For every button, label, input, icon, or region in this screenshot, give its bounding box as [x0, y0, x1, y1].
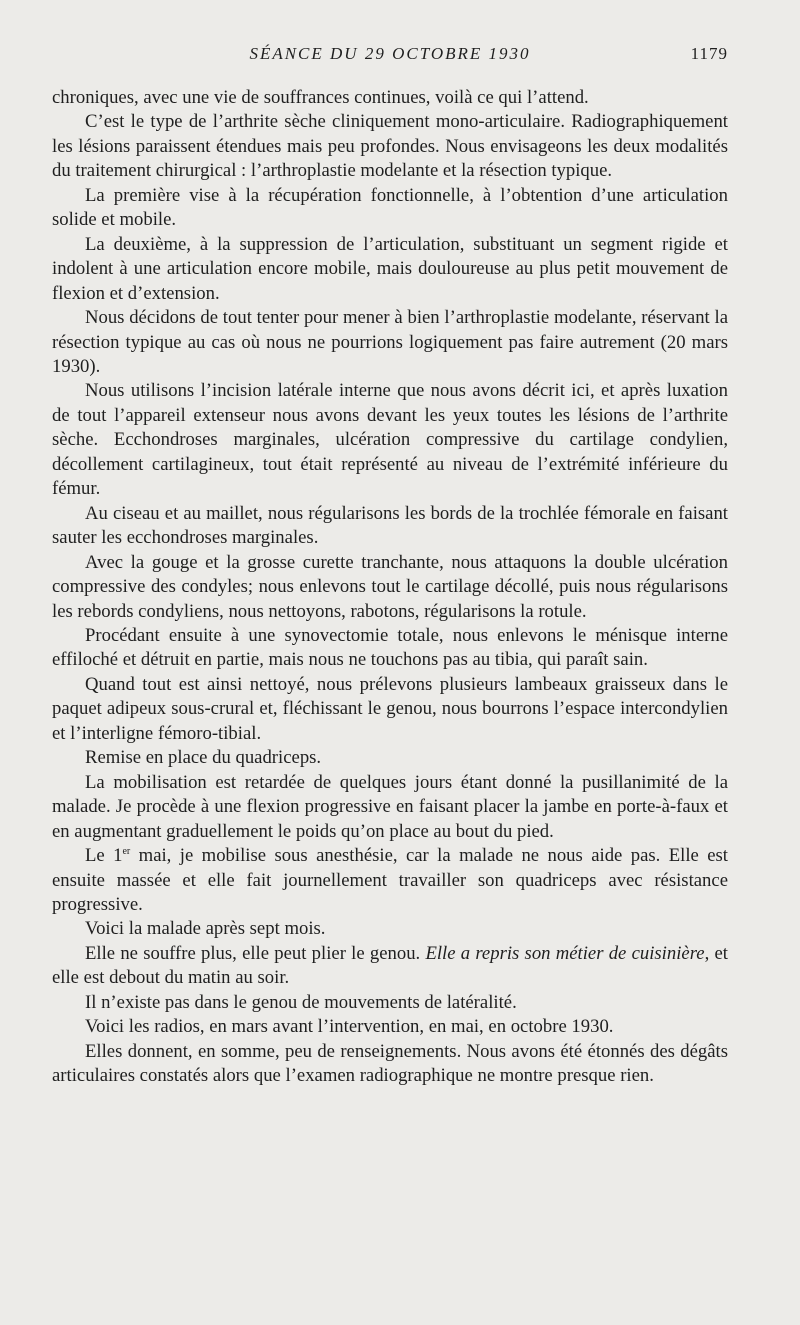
paragraph: La deuxième, à la suppression de l’articulation, substituant un segment rigide et indolent à une articulation encore mobile, mais douloureuse au plus petit mouvement de flexion et d’extension. [52, 233, 728, 304]
paragraph: C’est le type de l’arthrite sèche cliniquement mono-articulaire. Radiographiquement les lésions paraissent étendues mais peu profondes. Nous envisageons les deux modalités du traitement chirurgical : l’arthroplastie modelante et la résection typique. [52, 111, 728, 182]
paragraph: La première vise à la récupération fonctionnelle, à l’obtention d’une articulation solide et mobile. [52, 184, 728, 231]
paragraph: Il n’existe pas dans le genou de mouvements de latéralité. [85, 991, 517, 1013]
page-number: 1179 [690, 44, 728, 63]
paragraph: Avec la gouge et la grosse curette tranchante, nous attaquons la double ulcération compressive des condyles; nous enlevons tout le cartilage décollé, puis nous régularisons les rebords condyliens, nous nettoyons, rabotons, régularisons la rotule. [52, 551, 728, 622]
paragraph: La mobilisation est retardée de quelques jours étant donné la pusillanimité de la malade. Je procède à une flexion progressive en faisant placer la jambe en porte-à-faux et en augmentant graduellement le poids qu’on place au bout du pied. [52, 771, 728, 842]
paragraph: Quand tout est ainsi nettoyé, nous prélevons plusieurs lambeaux graisseux dans le paquet adipeux sous-crural et, fléchissant le genou, nous bourrons l’espace intercondylien et l’interligne fémoro-tibial. [52, 673, 728, 744]
paragraph: Nous utilisons l’incision latérale interne que nous avons décrit ici, et après luxation de tout l’appareil extenseur nous avons devant les yeux toutes les lésions de l’arthrite sèche. Ecchondroses marginales, ulcération compressive du cartilage condylien, décollement cartilagineux, tout était représenté au niveau de l’extrémité inférieure du fémur. [52, 380, 728, 500]
paragraph: Remise en place du quadriceps. [85, 747, 322, 769]
paragraph: Voici les radios, en mars avant l’intervention, en mai, en octobre 1930. [85, 1016, 614, 1038]
running-head [52, 44, 728, 68]
italic-text: Elle a repris son métier de cuisinière [425, 942, 705, 964]
body-text [52, 86, 728, 1089]
text-run: , et elle est debout du matin au soir. [52, 942, 728, 989]
paragraph [52, 844, 728, 917]
paragraph: chroniques, avec une vie de souffrances continues, voilà ce qui l’attend. [52, 87, 589, 108]
text-run: Elle ne souffre plus, elle peut plier le genou. [85, 942, 426, 964]
paragraph: Au ciseau et au maillet, nous régularisons les bords de la trochlée fémorale en faisant sauter les ecchondroses marginales. [52, 502, 728, 549]
paragraph: Elles donnent, en somme, peu de renseignements. Nous avons été étonnés des dégâts articulaires constatés alors que l’examen radiographique ne montre presque rien. [52, 1040, 728, 1087]
running-title: SÉANCE DU 29 OCTOBRE 1930 [249, 44, 531, 63]
paragraph: Procédant ensuite à une synovectomie totale, nous enlevons le ménisque interne effiloché et détruit en partie, mais nous ne touchons pas au tibia, qui paraît sain. [52, 624, 728, 671]
paragraph [52, 942, 728, 991]
text-run: mai, je mobilise sous anesthésie, car la malade ne nous aide pas. Elle est ensuite massée et elle fait journellement travailler son quadriceps avec résistance progressive. [52, 845, 728, 915]
superscript: er [122, 845, 131, 857]
paragraph: Voici la malade après sept mois. [85, 918, 326, 940]
text-run: Le 1 [85, 845, 123, 867]
paragraph: Nous décidons de tout tenter pour mener à bien l’arthroplastie modelante, réservant la résection typique au cas où nous ne pourrions logiquement pas faire autrement (20 mars 1930). [52, 307, 728, 377]
